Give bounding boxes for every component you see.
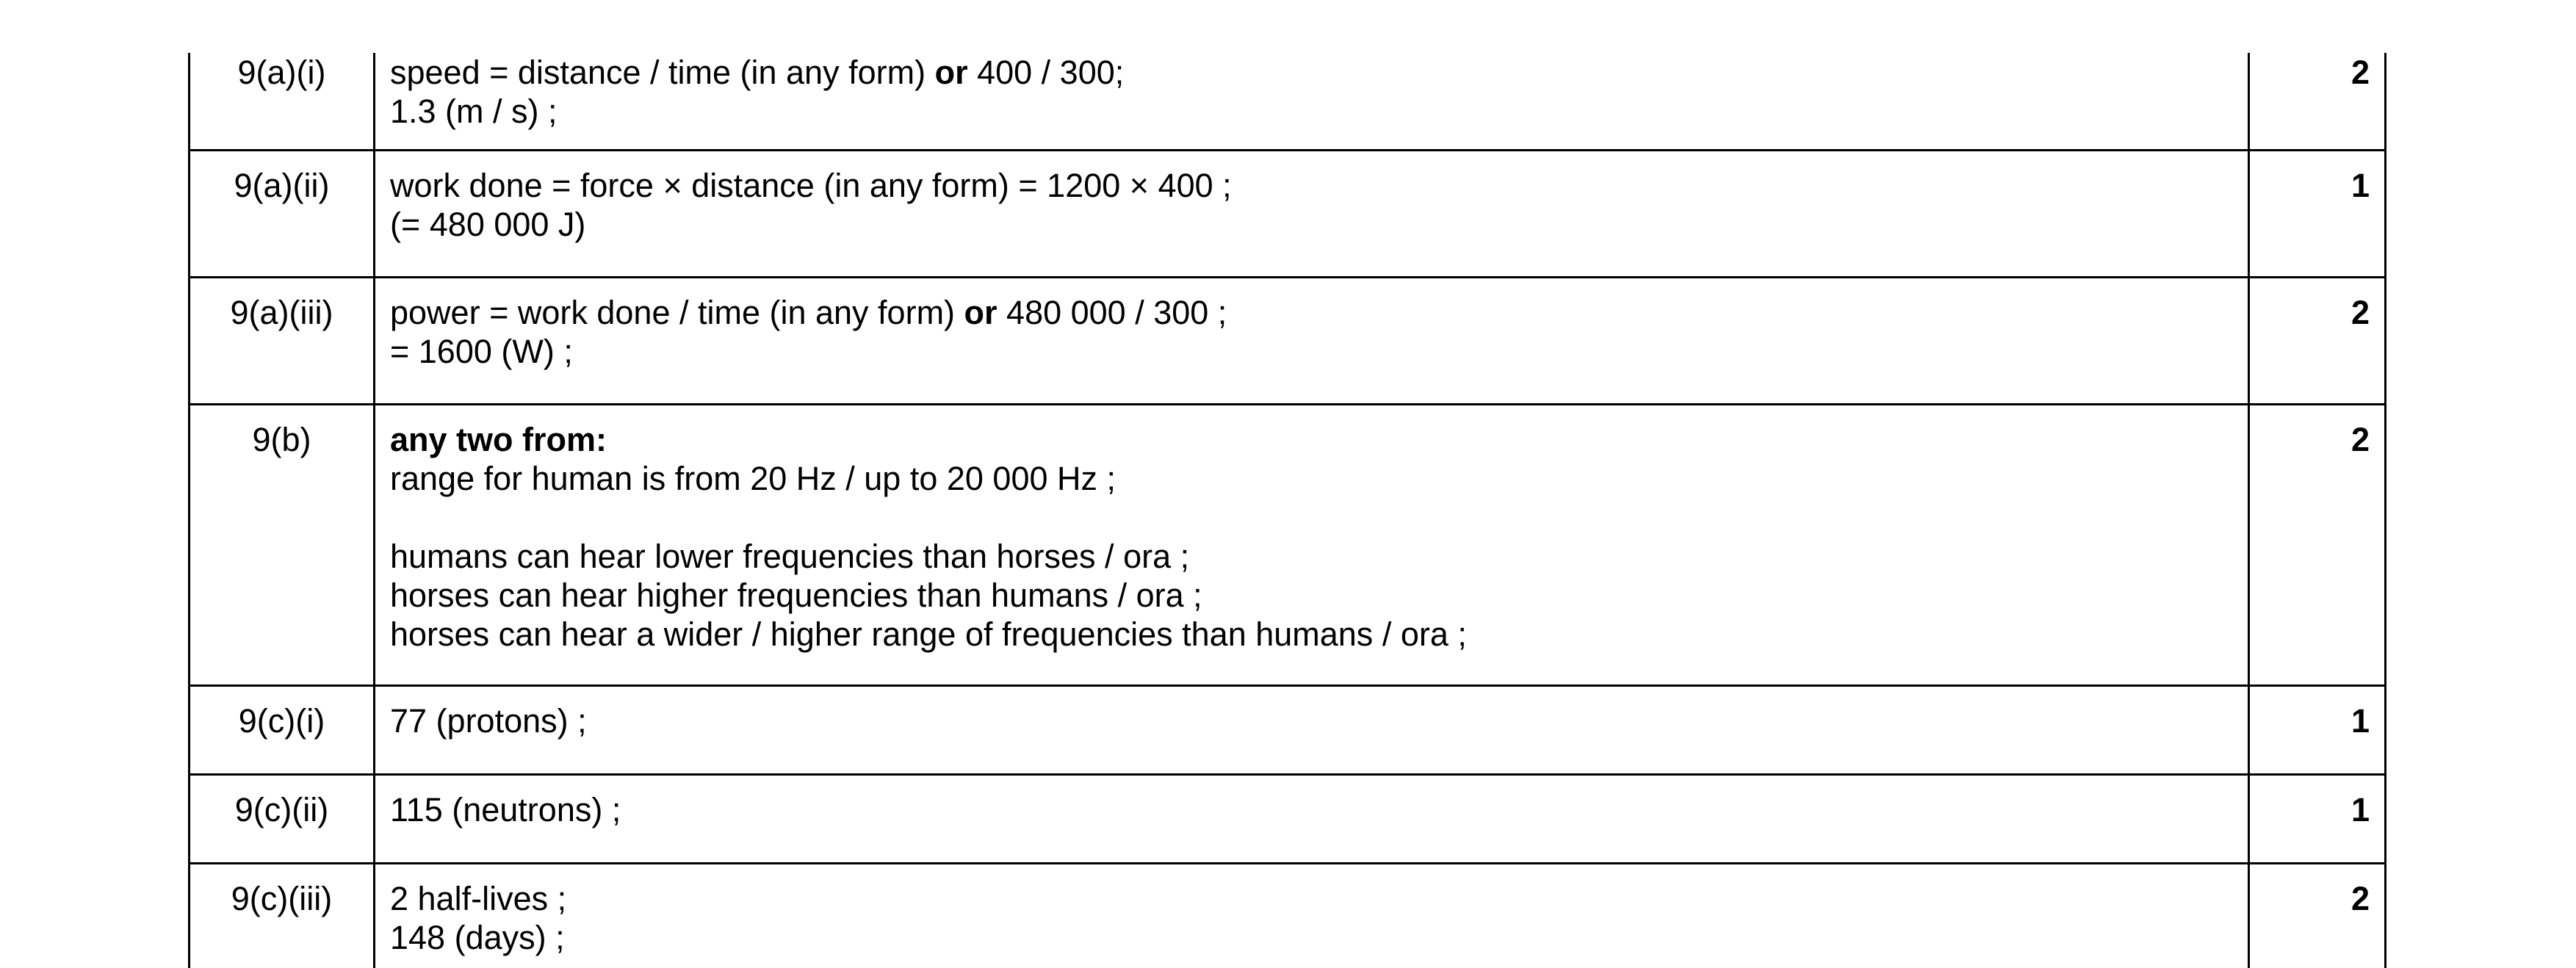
- table-row: [190, 864, 2386, 968]
- answer-text: power = work done / time (in any form): [390, 294, 964, 331]
- answer-line: [390, 918, 2248, 957]
- answer-text: work done = force × distance (in any form) = 1200 × 400 ;: [390, 167, 1232, 204]
- marks-cell: 2: [2249, 53, 2386, 151]
- answer-line: [390, 459, 2248, 498]
- answer-line: [390, 332, 2248, 371]
- answer-text: (= 480 000 J): [390, 206, 586, 243]
- blank-line: [390, 498, 2248, 537]
- answer-cell: [375, 405, 2249, 686]
- answer-line: [390, 92, 2248, 131]
- answer-cell: [375, 278, 2249, 405]
- question-number: 9(a)(ii): [190, 151, 375, 278]
- answer-cell: [375, 864, 2249, 968]
- answer-text: 2 half-lives ;: [390, 880, 567, 917]
- answer-text: speed = distance / time (in any form): [390, 54, 935, 91]
- answer-text: 1.3 (m / s) ;: [390, 93, 558, 130]
- marks-cell: 2: [2249, 405, 2386, 686]
- marks-cell: 1: [2249, 775, 2386, 864]
- mark-scheme-table: [188, 53, 2386, 968]
- answer-line: [390, 790, 2248, 829]
- table-row: [190, 775, 2386, 864]
- answer-cell: [375, 151, 2249, 278]
- answer-text: = 1600 (W) ;: [390, 333, 573, 370]
- marks-cell: 2: [2249, 864, 2386, 968]
- answer-text: 115 (neutrons) ;: [390, 791, 621, 828]
- table-row: [190, 151, 2386, 278]
- answer-keyword: or: [934, 54, 968, 91]
- table-row: [190, 53, 2386, 151]
- question-number: 9(a)(i): [190, 53, 375, 151]
- answer-line: [390, 166, 2248, 205]
- answer-text: 148 (days) ;: [390, 919, 565, 956]
- answer-text: humans can hear lower frequencies than horses / ora ;: [390, 538, 1190, 575]
- answer-keyword: any two from:: [390, 421, 607, 458]
- marks-cell: 1: [2249, 151, 2386, 278]
- table-row: [190, 405, 2386, 686]
- answer-cell: [375, 775, 2249, 864]
- answer-cell: [375, 53, 2249, 151]
- question-number: 9(c)(ii): [190, 775, 375, 864]
- answer-line: [390, 576, 2248, 615]
- answer-line: [390, 879, 2248, 918]
- answer-text: range for human is from 20 Hz / up to 20 000 Hz ;: [390, 460, 1116, 497]
- answer-line: [390, 537, 2248, 576]
- answer-text: 480 000 / 300 ;: [997, 294, 1227, 331]
- table-row: [190, 278, 2386, 405]
- question-number: 9(b): [190, 405, 375, 686]
- answer-line: [390, 701, 2248, 740]
- mark-scheme-body: [190, 53, 2386, 968]
- table-row: [190, 686, 2386, 775]
- answer-cell: [375, 686, 2249, 775]
- question-number: 9(c)(iii): [190, 864, 375, 968]
- answer-line: [390, 420, 2248, 459]
- answer-line: [390, 293, 2248, 332]
- marks-cell: 1: [2249, 686, 2386, 775]
- answer-text: horses can hear higher frequencies than humans / ora ;: [390, 577, 1202, 614]
- answer-text: 77 (protons) ;: [390, 702, 587, 740]
- marks-cell: 2: [2249, 278, 2386, 405]
- question-number: 9(c)(i): [190, 686, 375, 775]
- answer-text: 400 / 300;: [967, 54, 1125, 91]
- answer-line: [390, 205, 2248, 244]
- question-number: 9(a)(iii): [190, 278, 375, 405]
- answer-text: horses can hear a wider / higher range of frequencies than humans / ora ;: [390, 615, 1467, 653]
- answer-line: [390, 53, 2248, 92]
- answer-line: [390, 615, 2248, 654]
- answer-keyword: or: [964, 294, 997, 331]
